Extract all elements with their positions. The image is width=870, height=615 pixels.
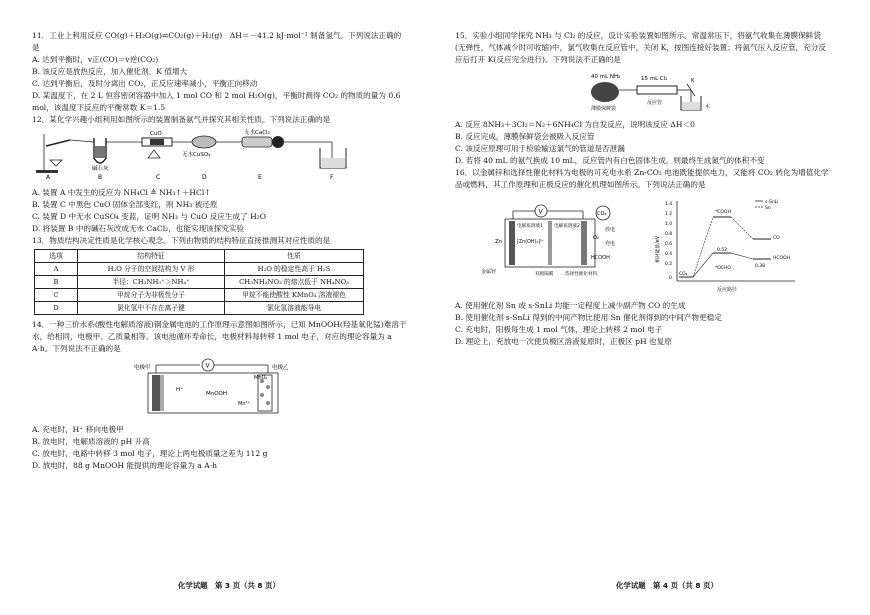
- question-14-stem: 14．一种三价水系(酸性电解质溶液)铜金属电池的工作原理示意图如图所示，已知 MnOOH(羟基氧化锰)难溶于水，给相同，电极甲、乙质量相等。该电池循环寿命长，电极材料每转移 1 mol 电子，对应的理论容量为 a A·h。下列说法不正确的是: [32, 320, 407, 353]
- label-e: E: [258, 174, 262, 180]
- question-15-option-c: C. 该反应原理可用于检验输送氯气的管道是否泄漏: [455, 144, 625, 153]
- mn2-label: Mn²⁺: [238, 401, 251, 407]
- bag-label: 薄膜保鲜袋: [591, 106, 617, 112]
- question-12-option-c: C. 装置 D 中无水 CuSO₄ 变蓝，证明 NH₃ 与 CuO 反应生成了 H₂O: [32, 212, 266, 221]
- y-tick: 1.4: [665, 202, 673, 207]
- nh3-cl2-apparatus: [455, 68, 825, 112]
- question-15-option-d: D. 若将 40 mL 的氨气换成 10 mL，反应管内有白色固体生成，则最终生成氮气的体积不变: [455, 156, 765, 165]
- question-14-option-c: C. 放电时，电路中转移 3 mol 电子，理论上两电极质量之差为 112 g: [32, 449, 268, 458]
- electrode-b-label: 电极乙: [272, 365, 289, 371]
- tube-label: 反应管: [647, 100, 663, 106]
- water-label: 水: [705, 104, 711, 110]
- label-a: A: [46, 174, 51, 180]
- species-co2: CO₂: [679, 272, 688, 277]
- apparatus-diagram: [32, 128, 392, 180]
- question-12-stem: 12．某化学兴趣小组利用如图所示的装置制备氨气并探究其相关性质。下列说法正确的是: [32, 115, 331, 124]
- question-11-option-b: B. 该反应是放热反应，加入催化剂，K 值增大: [32, 67, 188, 76]
- label-f: F: [330, 174, 334, 180]
- question-15-apparatus-figure: [455, 68, 830, 116]
- species-hcooh: HCOOH: [773, 256, 790, 261]
- legend-s-snli: s-SnLi: [765, 200, 779, 205]
- catalyst-label: 选择性催化材料: [565, 272, 598, 277]
- o2-label: O₂: [593, 235, 599, 241]
- zn-label: Zn: [495, 239, 503, 245]
- table-cell: 甲烷分子为非极性分子: [78, 289, 225, 302]
- table-row: [35, 276, 364, 289]
- y-tick: 0.4: [665, 252, 673, 257]
- label-c: C: [156, 174, 161, 180]
- label-cacl2: 无水CaCl₂: [244, 130, 270, 136]
- label-cuo: CuO: [150, 131, 162, 137]
- table-cell: 甲烷不能使酸性 KMnO₄ 溶液褪色: [225, 289, 364, 302]
- question-11-option-c: C. 达到平衡后，及时分离出 CO₂，正反应速率减小，平衡正向移动: [32, 79, 258, 88]
- metal-zinc-label: 金属锌: [481, 269, 497, 275]
- question-12-apparatus-figure: [32, 128, 407, 184]
- question-16-option-d: D. 理论上，充放电一次使负极区溶液复原时，正极区 pH 也复原: [455, 337, 672, 346]
- table-header: 结构特征: [78, 250, 225, 263]
- question-12-option-a: A. 装置 A 中发生的反应为 NH₄Cl ≜ NH₃↑＋HCl↑: [32, 188, 211, 197]
- energy-value-038: 0.38: [755, 264, 766, 269]
- label-cuso4: 无水CuSO₄: [182, 152, 211, 158]
- question-16-option-b: B. 使用催化剂 s-SnLi 得到的中间产物比使用 Sn 催化剂得到的中间产物更稳定: [455, 313, 722, 322]
- chart-y-label: 相对能量/eV: [656, 235, 661, 263]
- table-row: [35, 302, 364, 315]
- solution-2-label: 电解质溶液2: [554, 224, 580, 229]
- question-15-option-b: B. 反应完成，薄膜保鲜袋会被吸入反应管: [455, 132, 595, 141]
- table-row: [35, 289, 364, 302]
- mnooh-label: MnOOH: [206, 391, 228, 397]
- question-14-option-a: A. 充电时，H⁺ 移向电极甲: [32, 425, 124, 434]
- question-16: [455, 167, 830, 348]
- legend-sn: Sn: [765, 206, 771, 211]
- valve-k-label: K: [691, 78, 695, 84]
- table-cell: A: [35, 263, 78, 276]
- label-d: D: [202, 174, 207, 180]
- question-14: [32, 319, 407, 472]
- y-tick: 0.6: [665, 242, 673, 247]
- question-15-stem: 15．实验小组同学探究 NH₃ 与 Cl₂ 的反应，设计实验装置如图所示。常温常压下，将氨气收集在薄膜保鲜袋(无弹性，气体减少时可收缩)中，氯气收集在反应管中，关闭 K，按图连接好装置；将氨气压入反应管，充分反应后打开 K(反应完全进行)。下列说法不正确的是: [455, 31, 826, 64]
- question-11-stem: 11．工业上利用反应 CO(g)＋H₂O(g)⇌CO₂(g)＋H₂(g) ΔH＝－41.2 kJ·mol⁻¹ 制备氢气。下列说法正确的是: [32, 31, 402, 52]
- table-cell: 氯化氢中不存在离子键: [78, 302, 225, 315]
- energy-value-052: 0.52: [717, 248, 728, 253]
- y-tick: 1.2: [665, 212, 673, 217]
- membrane-label: 双极隔膜: [535, 272, 554, 277]
- left-column: [32, 30, 407, 472]
- table-cell: C: [35, 289, 78, 302]
- voltmeter-label: V: [205, 362, 210, 370]
- question-11-option-d: D. 某温度下，在 2 L 恒容密闭容器中加入 1 mol CO 和 2 mol H₂O(g)，平衡时测得 CO₂ 的物质的量为 0.6 mol，该温度下反应的平衡常数 K＝1.5: [32, 91, 403, 112]
- footer-page-4: 化学试题 第 4 页（共 8 页）: [616, 581, 718, 590]
- table-cell: 氯化氢溶液能导电: [225, 302, 364, 315]
- footer-page-3: 化学试题 第 3 页（共 8 页）: [178, 581, 280, 590]
- species-co: CO: [773, 236, 780, 241]
- chart-x-label: 反应路径: [717, 287, 738, 293]
- electrode-a-label: 电极甲: [134, 365, 151, 371]
- table-cell: D: [35, 302, 78, 315]
- y-tick: 0.2: [665, 262, 673, 267]
- question-13-stem: 13．物质结构决定性质是化学核心观念。下列由物质的结构特征直接推测其对应性质的是: [32, 236, 331, 245]
- table-cell: CH₃NH₃NO₃ 的熔点低于 NH₄NO₃: [225, 276, 364, 289]
- table-cell: H₂O 分子的空间结构为 V 形: [78, 263, 225, 276]
- zn-co2-battery-diagram: [455, 193, 830, 293]
- battery-diagram: [32, 357, 392, 417]
- question-16-stem: 16．以金属锌和选择性催化材料为电极的可充电水系 Zn-CO₂ 电池既能提供电力，又能将 CO₂ 转化为增值化学品或燃料，其工作原理和正极反应的催化机理如图所示。下列说法正确的是: [455, 168, 829, 189]
- table-cell: B: [35, 276, 78, 289]
- cl2-volume-label: 15 mL Cl₂: [641, 76, 668, 82]
- solution-1-label: 电解质溶液1: [517, 224, 543, 229]
- question-11-option-a: A. 达到平衡时，v正(CO)＝v逆(CO₂): [32, 55, 159, 64]
- nh3-volume-label: 40 mL NH₃: [591, 74, 621, 80]
- y-tick: 1.0: [665, 222, 673, 227]
- question-12: [32, 114, 407, 235]
- table-row: [35, 263, 364, 276]
- question-16-figure: [455, 193, 830, 297]
- table-header: 性质: [225, 250, 364, 263]
- question-13-table: [34, 249, 364, 315]
- species-ocho: *OCHO: [715, 266, 731, 271]
- label-b: B: [98, 174, 103, 180]
- mno2-label: MnO₂: [254, 375, 268, 381]
- question-16-option-a: A. 使用催化剂 Sn 或 s-SnLi 均能一定程度上减少副产物 CO 的生成: [455, 301, 686, 310]
- hcooh-product-label: HCOOH: [591, 255, 610, 261]
- co2-bubble-label: CO₂: [597, 211, 607, 217]
- question-14-option-d: D. 放电时，88 g MnOOH 能提供的理论容量为 a A·h: [32, 461, 218, 470]
- question-12-option-b: B. 装置 C 中黑色 CuO 固体全部变红，则 NH₃ 被还原: [32, 200, 218, 209]
- table-header: 选项: [35, 250, 78, 263]
- y-tick: 0.8: [665, 232, 673, 237]
- voltmeter-label: V: [538, 208, 543, 216]
- question-14-option-b: B. 放电时，电解质溶液的 pH 升高: [32, 437, 150, 446]
- label-soda-lime: 碱石灰: [92, 166, 109, 172]
- question-15: [455, 30, 830, 167]
- question-14-battery-figure: [32, 357, 407, 421]
- zincate-label: [Zn(OH)₄]²⁻: [517, 240, 545, 245]
- question-12-option-d: D. 将装置 B 中的碱石灰改成无水 CaCl₂，也能实现该探究实验: [32, 224, 245, 233]
- question-15-option-a: A. 反应 8NH₃＋3Cl₂＝N₂＋6NH₄Cl 为自发反应，说明该反应 ΔH＜0: [455, 120, 695, 129]
- right-column: [455, 30, 830, 348]
- discharge-label: 放电: [605, 227, 616, 233]
- proton-label: H⁺: [176, 387, 184, 393]
- table-header-row: [35, 250, 364, 263]
- question-13: [32, 235, 407, 315]
- charge-label: 充电: [605, 241, 616, 247]
- table-cell: H₂O 的稳定性高于 H₂S: [225, 263, 364, 276]
- species-cooh: *COOH: [715, 210, 731, 215]
- question-11: [32, 30, 407, 114]
- table-cell: 半径：CH₃NH₃⁺＞NH₄⁺: [78, 276, 225, 289]
- y-tick: 0: [669, 276, 672, 281]
- question-16-option-c: C. 充电时，阳极每生成 1 mol 气体，理论上转移 2 mol 电子: [455, 325, 663, 334]
